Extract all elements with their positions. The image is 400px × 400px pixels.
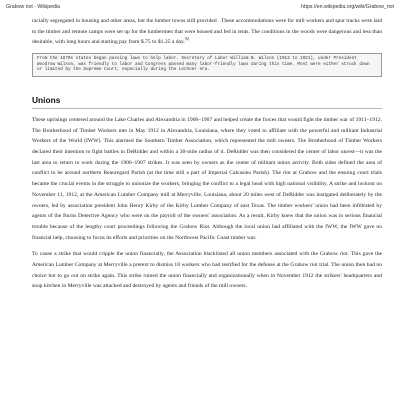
intro-paragraph: [32, 16, 382, 48]
page-url: https://en.wikipedia.org/wiki/Grabow_riot: [301, 4, 394, 10]
section-heading-unions: Unions: [32, 95, 382, 109]
print-header: [0, 0, 400, 14]
unions-paragraph-2: To cause a strike that would cripple the union financially, the Association blacklisted all union members associated with the Grabow riot. This gave the American Lumber Company at Merryville a pretext to dismiss 18 workers who had testified for the defense at the Grabow riot trial. The union then had no choice but to go out on strike again. This strike ruined the union financially and organizationally when in November 1912 the strikers' headquarters and soup kitchen in Merryville was attacked and destroyed by agents and friends of the mill owners.: [32, 251, 382, 290]
intro-text: racially segregated in housing and other areas, but the lumber towns still provided . These accommodations were for mill workers and spur tracks were laid to the timber and remote camps were set up for the lumbermen that were housed and fed in tents. The conditions in the woods were dangerous and less than desirable, with long hours and starting pay from $.75 to $1.25 a day.: [32, 18, 382, 46]
article-content: [32, 16, 382, 292]
unions-paragraph-1: These uprisings centered around the Lake Charles and Alexandria in 1906–1907 and helped create the forces that would fight the timber war of 1911–1912. The Brotherhood of Timber Workers met in May 1912 in Alexandria, Louisiana, where they voted to affiliate with the powerful and militant Industrial Workers of the World (IWW). This alarmed the Southern Timber Association, which represented the mill owners. The Brotherhood of Timber Workers declared their intention to fight battles in DeRidder and within a 30-mile radius of it. DeRidder was then considered the center of labor unrest—it was the last area to return to work during the 1906–1907 strikes. It was seen by owners as the center of militant union activity. Both sides defined the area of conflict to be around northern Beauregard Parish (at the time still a part of Imperial Calcasieu Parish). The riot at Grabow and the ensuing court trials became the crucial events in the struggle to unionize the workers, bringing the conflict to a legal head with high national visibility. A strike and lockout on November 11, 1912, at the American Lumber Company mill at Merryville, Louisiana, about 20 miles west of DeRidder was instigated deliberately by the owners, led by association president John Henry Kirby of the Kirby Lumber Company of east Texas. The timber workers' union had been infiltrated by agents of the Burns Detective Agency who were on the payroll of the owners' association. As a result, Kirby knew that the union was in serious financial trouble because of the lengthy court proceedings following the Grabow Riot. Although the local union had affiliated with the IWW, the IWW gave no financial help, choosing to focus its efforts and priorities on the Northwest Pacific Coast timber war.: [32, 116, 382, 241]
note-box: From the 1870s states began passing laws to help labor. Secretary of Labor William B. Wilson (1913 to 1921), under President Woodrow Wilson, was friendly to labor and Congress passed many labor-friendly laws during this time. Most were either struck down or limited by the Supreme Court, especially during the Lochner era.: [32, 53, 382, 77]
citation-ref[interactable]: [6]: [184, 37, 190, 42]
page-title: Grabow riot - Wikipedia: [6, 4, 60, 10]
